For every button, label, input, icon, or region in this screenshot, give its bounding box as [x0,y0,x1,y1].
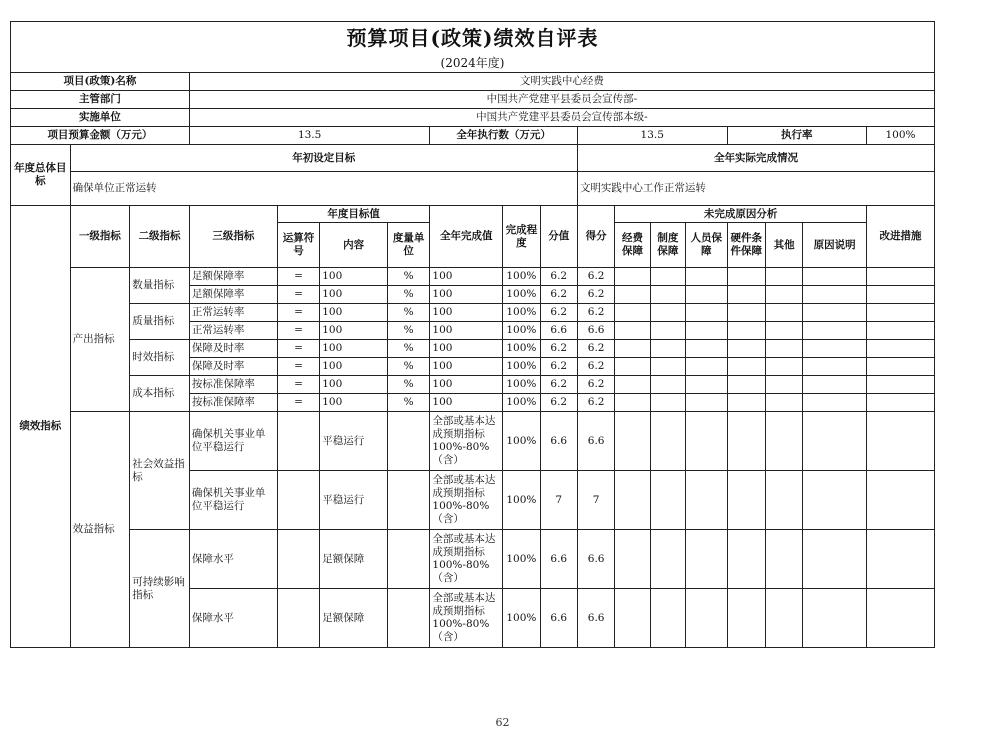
empty-cell [727,589,765,648]
score-value-cell: 6.2 [540,304,577,322]
content-cell: 100 [320,304,388,322]
score-value-cell: 7 [540,471,577,530]
cost-indicator-group: 成本指标 [130,376,190,412]
empty-cell [650,286,685,304]
improve-header: 改进措施 [866,206,934,268]
empty-cell [686,286,727,304]
level3-header: 三级指标 [189,206,277,268]
table-row [11,304,935,322]
unit-cell: % [387,286,429,304]
score-cell: 6.6 [577,530,614,589]
degree-cell: 100% [503,471,540,530]
unit-cell: % [387,376,429,394]
empty-cell [803,394,867,412]
degree-cell: 100% [503,286,540,304]
degree-cell: 100% [503,322,540,340]
empty-cell [650,589,685,648]
content-cell: 平稳运行 [320,471,388,530]
score-value-cell: 6.2 [540,268,577,286]
target-header: 年度目标值 [277,206,430,223]
empty-cell [650,268,685,286]
score-header: 得分 [577,206,614,268]
empty-cell [765,589,802,648]
operator-cell: = [277,286,319,304]
empty-cell [615,358,650,376]
empty-cell [615,394,650,412]
indicator-name: 保障水平 [189,589,277,648]
content-cell: 100 [320,394,388,412]
operator-cell: = [277,268,319,286]
empty-cell [650,358,685,376]
reason-fund-header: 经费保障 [615,223,650,268]
empty-cell [866,286,934,304]
empty-cell [765,471,802,530]
unit-value: 中国共产党建平县委员会宣传部本级- [189,109,934,127]
content-cell: 100 [320,286,388,304]
page-title: 预算项目(政策)绩效自评表 [11,22,935,55]
unit-label: 实施单位 [11,109,190,127]
indicator-name: 保障水平 [189,530,277,589]
actual-goal-header: 全年实际完成情况 [577,145,934,172]
score-value-cell: 6.6 [540,530,577,589]
self-evaluation-form [10,21,935,648]
score-cell: 6.2 [577,340,614,358]
table-row [11,530,935,589]
score-cell: 6.6 [577,589,614,648]
output-indicator-group: 产出指标 [70,268,130,412]
unit-cell: % [387,394,429,412]
empty-cell [686,589,727,648]
project-name-value: 文明实践中心经费 [189,73,934,91]
empty-cell [866,530,934,589]
unit-cell: % [387,358,429,376]
actual-cell: 100 [430,286,503,304]
empty-cell [727,394,765,412]
empty-cell [765,358,802,376]
actual-cell: 100 [430,268,503,286]
content-cell: 100 [320,376,388,394]
actual-cell: 100 [430,340,503,358]
operator-cell: = [277,340,319,358]
empty-cell [686,394,727,412]
empty-cell [866,412,934,471]
empty-cell [615,530,650,589]
content-cell: 100 [320,322,388,340]
unit-header: 度量单位 [387,223,429,268]
content-cell: 100 [320,340,388,358]
unit-cell: % [387,304,429,322]
dept-value: 中国共产党建平县委员会宣传部- [189,91,934,109]
benefit-indicator-group: 效益指标 [70,412,130,648]
operator-cell: = [277,322,319,340]
table-row [11,376,935,394]
empty-cell [686,376,727,394]
empty-cell [650,340,685,358]
content-cell: 平稳运行 [320,412,388,471]
empty-cell [615,340,650,358]
empty-cell [765,322,802,340]
degree-cell: 100% [503,268,540,286]
level1-header: 一级指标 [70,206,130,268]
reason-hardware-header: 硬件条件保障 [727,223,765,268]
empty-cell [765,268,802,286]
indicator-name: 足额保障率 [189,286,277,304]
empty-cell [866,322,934,340]
content-cell: 足额保障 [320,589,388,648]
empty-cell [727,376,765,394]
timeliness-indicator-group: 时效指标 [130,340,190,376]
actual-cell: 100 [430,322,503,340]
empty-cell [727,268,765,286]
reason-system-header: 制度保障 [650,223,685,268]
content-cell: 100 [320,358,388,376]
operator-cell: = [277,394,319,412]
score-cell: 6.2 [577,394,614,412]
degree-cell: 100% [503,304,540,322]
degree-header: 完成程度 [503,206,540,268]
score-value-cell: 6.2 [540,358,577,376]
empty-cell [803,530,867,589]
degree-cell: 100% [503,340,540,358]
empty-cell [866,471,934,530]
empty-cell [277,530,319,589]
empty-cell [765,412,802,471]
exec-label: 全年执行数（万元） [430,127,578,145]
indicator-name: 足额保障率 [189,268,277,286]
empty-cell [803,304,867,322]
quantity-indicator-group: 数量指标 [130,268,190,304]
degree-cell: 100% [503,358,540,376]
rate-label: 执行率 [727,127,866,145]
score-value-cell: 6.6 [540,412,577,471]
actual-goal-text: 文明实践中心工作正常运转 [577,172,934,206]
actual-cell: 100 [430,376,503,394]
empty-cell [650,394,685,412]
unit-cell: % [387,340,429,358]
empty-cell [803,286,867,304]
empty-cell [686,471,727,530]
budget-label: 项目预算金额（万元） [11,127,190,145]
actual-header: 全年完成值 [430,206,503,268]
empty-cell [277,589,319,648]
score-cell: 6.2 [577,304,614,322]
actual-cell: 全部或基本达成预期指标100%-80%（含） [430,412,503,471]
empty-cell [803,358,867,376]
empty-cell [803,268,867,286]
unit-cell: % [387,322,429,340]
empty-cell [277,412,319,471]
score-value-cell: 6.2 [540,394,577,412]
actual-cell: 100 [430,394,503,412]
empty-cell [686,530,727,589]
reason-header: 未完成原因分析 [615,206,867,223]
empty-cell [866,394,934,412]
empty-cell [727,530,765,589]
exec-value: 13.5 [577,127,727,145]
project-name-label: 项目(政策)名称 [11,73,190,91]
empty-cell [650,376,685,394]
empty-cell [727,471,765,530]
actual-cell: 全部或基本达成预期指标100%-80%（含） [430,471,503,530]
empty-cell [765,376,802,394]
empty-cell [387,412,429,471]
empty-cell [866,340,934,358]
page-number: 62 [495,716,510,729]
operator-cell: = [277,376,319,394]
empty-cell [686,358,727,376]
empty-cell [686,412,727,471]
empty-cell [615,471,650,530]
empty-cell [650,530,685,589]
actual-cell: 全部或基本达成预期指标100%-80%（含） [430,530,503,589]
score-cell: 6.2 [577,376,614,394]
empty-cell [615,376,650,394]
initial-goal-header: 年初设定目标 [70,145,577,172]
sustain-indicator-group: 可持续影响指标 [130,530,190,648]
empty-cell [650,322,685,340]
empty-cell [615,304,650,322]
empty-cell [866,589,934,648]
score-value-header: 分值 [540,206,577,268]
empty-cell [727,286,765,304]
score-cell: 6.2 [577,358,614,376]
degree-cell: 100% [503,412,540,471]
empty-cell [387,471,429,530]
dept-label: 主管部门 [11,91,190,109]
operator-header: 运算符号 [277,223,319,268]
score-cell: 6.6 [577,322,614,340]
empty-cell [803,412,867,471]
empty-cell [387,589,429,648]
rate-value: 100% [866,127,934,145]
empty-cell [866,376,934,394]
score-cell: 7 [577,471,614,530]
degree-cell: 100% [503,530,540,589]
empty-cell [686,340,727,358]
empty-cell [727,340,765,358]
initial-goal-text: 确保单位正常运转 [70,172,577,206]
degree-cell: 100% [503,394,540,412]
empty-cell [650,412,685,471]
empty-cell [727,304,765,322]
empty-cell [615,286,650,304]
empty-cell [615,268,650,286]
perf-indicators-label: 绩效指标 [11,206,71,648]
empty-cell [866,304,934,322]
content-cell: 足额保障 [320,530,388,589]
annual-goal-label: 年度总体目标 [11,145,71,206]
reason-explain-header: 原因说明 [803,223,867,268]
score-value-cell: 6.6 [540,322,577,340]
social-indicator-group: 社会效益指标 [130,412,190,530]
empty-cell [866,268,934,286]
indicator-name: 保障及时率 [189,358,277,376]
indicator-name: 正常运转率 [189,322,277,340]
score-value-cell: 6.2 [540,340,577,358]
empty-cell [650,304,685,322]
indicator-name: 确保机关事业单位平稳运行 [189,412,277,471]
score-value-cell: 6.6 [540,589,577,648]
empty-cell [803,340,867,358]
empty-cell [803,376,867,394]
score-value-cell: 6.2 [540,376,577,394]
score-cell: 6.2 [577,286,614,304]
fiscal-year: (2024年度) [11,54,935,73]
empty-cell [765,304,802,322]
budget-value: 13.5 [189,127,430,145]
table-row [11,340,935,358]
level2-header: 二级指标 [130,206,190,268]
table-row [11,412,935,471]
empty-cell [765,394,802,412]
actual-cell: 100 [430,358,503,376]
reason-staff-header: 人员保障 [686,223,727,268]
empty-cell [803,589,867,648]
indicator-name: 按标准保障率 [189,394,277,412]
empty-cell [765,530,802,589]
empty-cell [686,304,727,322]
empty-cell [615,322,650,340]
indicator-name: 按标准保障率 [189,376,277,394]
unit-cell: % [387,268,429,286]
empty-cell [803,471,867,530]
degree-cell: 100% [503,589,540,648]
degree-cell: 100% [503,376,540,394]
empty-cell [686,268,727,286]
score-cell: 6.6 [577,412,614,471]
content-cell: 100 [320,268,388,286]
empty-cell [615,412,650,471]
empty-cell [277,471,319,530]
operator-cell: = [277,304,319,322]
empty-cell [615,589,650,648]
indicator-name: 正常运转率 [189,304,277,322]
empty-cell [650,471,685,530]
quality-indicator-group: 质量指标 [130,304,190,340]
indicator-name: 保障及时率 [189,340,277,358]
empty-cell [765,286,802,304]
indicator-name: 确保机关事业单位平稳运行 [189,471,277,530]
empty-cell [727,412,765,471]
empty-cell [866,358,934,376]
empty-cell [727,358,765,376]
empty-cell [803,322,867,340]
empty-cell [686,322,727,340]
score-cell: 6.2 [577,268,614,286]
table-row [11,268,935,286]
content-header: 内容 [320,223,388,268]
score-value-cell: 6.2 [540,286,577,304]
operator-cell: = [277,358,319,376]
empty-cell [765,340,802,358]
empty-cell [387,530,429,589]
actual-cell: 全部或基本达成预期指标100%-80%（含） [430,589,503,648]
evaluation-table [10,21,935,648]
empty-cell [727,322,765,340]
reason-other-header: 其他 [765,223,802,268]
actual-cell: 100 [430,304,503,322]
